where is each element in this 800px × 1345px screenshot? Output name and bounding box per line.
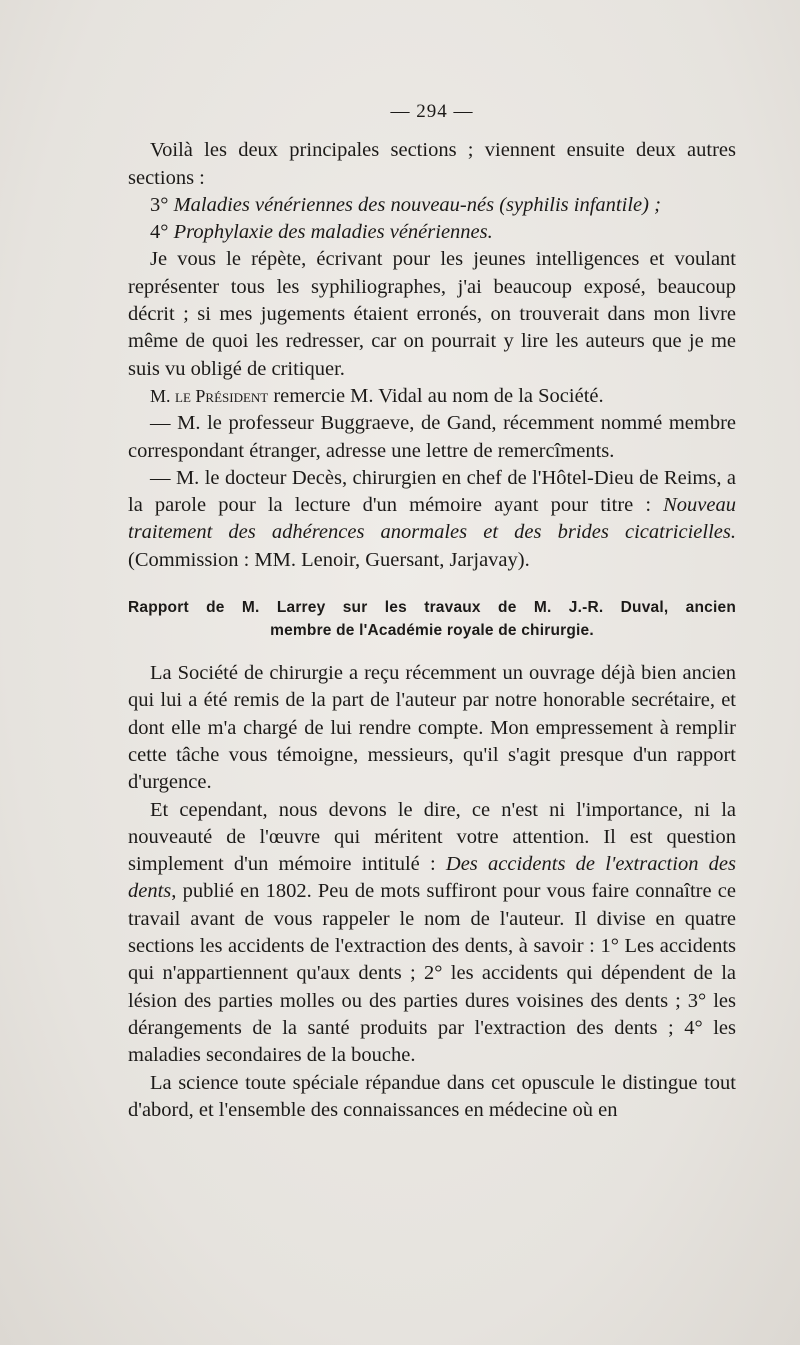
paragraph-science: La science toute spéciale répandue dans cet opuscule le distingue tout d'abord, et l'ensemble des connaissances en médecine où en [128,1071,736,1121]
memoir-text-a: Et cependant, nous devons le dire, ce n'est ni l'importance, ni la nouveauté de l'œuvre qui méritent votre attention. Il est question simplement d'un mémoire intitulé : [128,798,736,876]
paragraph-buggraeve: — M. le professeur Buggraeve, de Gand, récemment nommé membre correspondant étranger, adresse une lettre de remercîments. [128,412,736,462]
memoir-text-b: , publié en 1802. Peu de mots suffiront pour vous faire connaître ce travail avant de vous rappeler le nom de l'auteur. Il divise en quatre sections les accidents de l'extraction des dents, à savoir : 1° Les accidents qui n'appartiennent qu'aux dents ; 2° les accidents qui dépendent de la lésion des parties molles ou des parties dures voisines des dents ; 3° les dérangements de la santé produits par l'extraction des dents ; 4° les maladies secondaires de la bouche. [128,880,736,1067]
deces-text: — M. le docteur Decès, chirurgien en chef de l'Hôtel-Dieu de Reims, a la parole pour la lecture d'un mémoire ayant pour titre : [128,466,736,517]
speaker-name: M. le Président [150,385,269,406]
paragraph-president [128,383,736,410]
section-heading [128,596,736,642]
paragraph-memoir-description [128,797,736,1070]
memoir-title: Nouveau traitement des adhérences anormales et des brides cicatricielles. [128,494,736,544]
page-text [128,98,736,1124]
paragraph-author-statement: Je vous le répète, écrivant pour les jeunes intelligences et voulant représenter tous les syphiliographes, j'ai beaucoup exposé, beaucoup décrit ; si mes jugements étaient erronés, on trouverait dans mon livre même de quoi les redresser, car on pourrait y lire les auteurs que je me suis vu obligé de critiquer. [128,248,736,380]
list-item [128,219,736,246]
paragraph-sections-intro: Voilà les deux principales sections ; viennent ensuite deux autres sections : [128,139,736,189]
list-item [128,192,736,219]
paragraph-report-intro: La Société de chirurgie a reçu récemment un ouvrage déjà bien ancien qui lui a été remis de la part de l'auteur par notre honorable secrétaire, et dont elle m'a chargé de lui rendre compte. Mon empressement à remplir cette tâche vous témoigne, messieurs, qu'il s'agit presque d'un rapport d'urgence. [128,662,736,794]
list-item-text: Maladies vénériennes des nouveau-nés (syphilis infantile) ; [173,193,661,216]
speaker-text: remercie M. Vidal au nom de la Société. [273,384,604,407]
commission-text: (Commission : MM. Lenoir, Guersant, Jarjavay). [128,548,530,571]
list-item-text: Prophylaxie des maladies vénériennes. [173,221,493,244]
paragraph-deces [128,465,736,574]
list-item-number: 3° [150,193,169,216]
list-item-number: 4° [150,221,169,244]
heading-line-1: Rapport de M. Larrey sur les travaux de M. J.-R. Duval, ancien [128,599,736,617]
page-number: — 294 — [390,101,474,122]
memoir-title-duval: Des accidents de l'extraction des dents [128,853,736,903]
heading-line-2: membre de l'Académie royale de chirurgie. [270,622,594,640]
